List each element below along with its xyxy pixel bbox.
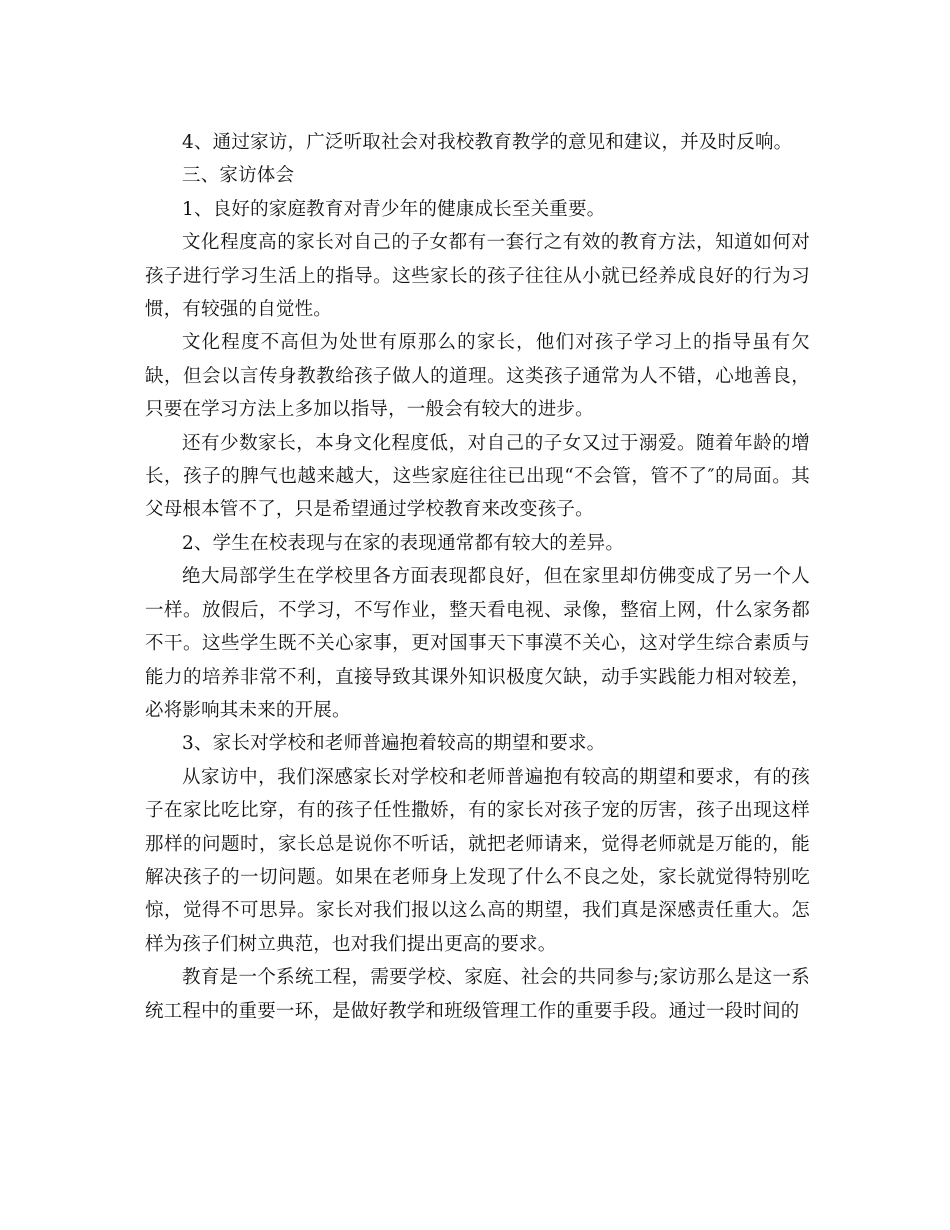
paragraph-student-behavior: 绝大局部学生在学校里各方面表现都良好，但在家里却仿佛变成了另一个人一样。放假后，不学习，不写作业，整天看电视、录像，整宿上网，什么家务都不干。这些学生既不关心家事，更对国事天下事漠不关心，这对学生综合素质与能力的培养非常不利，直接导致其课外知识极度欠缺，动手实践能力相对较差，必将影响其未来的开展。 xyxy=(145,566,810,721)
subheading-parent-expectations: 3、家长对学校和老师普遍抱着较高的期望和要求。 xyxy=(182,733,606,755)
paragraph-expectations-detail: 从家访中，我们深感家长对学校和老师普遍抱有较高的期望和要求，有的孩子在家比吃比穿，有的孩子任性撒娇，有的家长对孩子宠的厉害，孩子出现这样那样的问题时，家长总是说你不听话，就把老师请来，觉得老师就是万能的，能解决孩子的一切问题。如果在老师身上发现了什么不良之处，家长就觉得特别吃惊，觉得不可思异。家长对我们报以这么高的期望，我们真是深感责任重大。怎样为孩子们树立典范，也对我们提出更高的要求。 xyxy=(145,766,810,955)
document-page xyxy=(145,126,810,1028)
subheading-family-education: 1、良好的家庭教育对青少年的健康成长至关重要。 xyxy=(182,198,606,220)
paragraph-education-system: 教育是一个系统工程，需要学校、家庭、社会的共同参与;家访那么是这一系统工程中的重要一环，是做好教学和班级管理工作的重要手段。通过一段时间的 xyxy=(145,967,810,1022)
paragraph-less-educated-parents: 文化程度不高但为处世有原那么的家长，他们对孩子学习上的指导虽有欠缺，但会以言传身教教给孩子做人的道理。这类孩子通常为人不错，心地善良，只要在学习方法上多加以指导，一般会有较大的进步。 xyxy=(145,332,810,421)
paragraph-doting-parents: 还有少数家长，本身文化程度低，对自己的子女又过于溺爱。随着年龄的增长，孩子的脾气也越来越大，这些家庭往往已出现“不会管，管不了″的局面。其父母根本管不了，只是希望通过学校教育来改变孩子。 xyxy=(145,432,810,521)
paragraph-item-4: 4、通过家访，广泛听取社会对我校教育教学的意见和建议，并及时反响。 xyxy=(182,132,793,153)
section-heading-visit-reflections: 三、家访体会 xyxy=(182,165,295,187)
paragraph-educated-parents: 文化程度高的家长对自己的子女都有一套行之有效的教育方法，知道如何对孩子进行学习生活上的指导。这些家长的孩子往往从小就已经养成良好的行为习惯，有较强的自觉性。 xyxy=(145,232,810,321)
subheading-school-home-difference: 2、学生在校表现与在家的表现通常都有较大的差异。 xyxy=(182,532,625,554)
